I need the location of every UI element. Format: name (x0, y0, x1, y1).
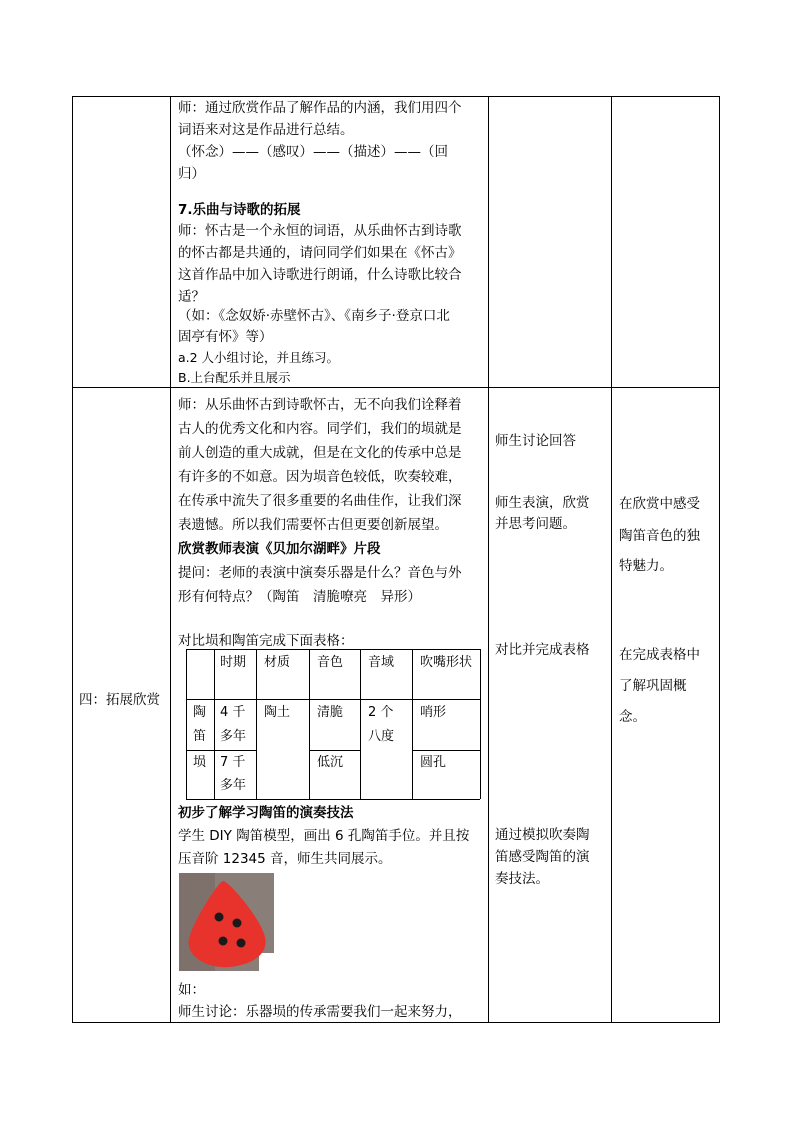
column-divider-1 (170, 96, 171, 1023)
intent-text: 在欣赏中感受 (619, 496, 700, 512)
activity-text: 奏技法。 (495, 871, 549, 887)
intent-text: 特魅力。 (619, 558, 673, 574)
text-line: 师生讨论：乐器埙的传承需要我们一起来努力， (178, 1004, 462, 1020)
table-header: 材质 (264, 655, 291, 670)
ocarina-model-drawing (179, 873, 274, 971)
section-7-title: 7.乐曲与诗歌的拓展 (178, 202, 301, 218)
text-line: 古人的优秀文化和内容。同学们，我们的埙就是 (178, 421, 462, 437)
text-line: （如：《念奴娇·赤壁怀古》、《南乡子·登京口北 (178, 308, 450, 324)
intent-text: 陶笛音色的独 (619, 528, 700, 544)
table-cell: 多年 (220, 778, 247, 793)
table-cell: 哨形 (420, 705, 447, 720)
table-cell: 陶 (193, 705, 207, 720)
text-line: 固亭有怀》等） (178, 329, 273, 345)
text-line: 学生 DIY 陶笛模型，画出 6 孔陶笛手位。并且按 (178, 828, 470, 844)
activity-text: 笛感受陶笛的演 (495, 849, 590, 865)
intent-text: 念。 (619, 709, 646, 725)
table-cell: 清脆 (317, 705, 344, 720)
text-line: 师：通过欣赏作品了解作品的内涵，我们用四个 (178, 100, 462, 116)
text-line: 这首作品中加入诗歌进行朗诵，什么诗歌比较合 (178, 267, 462, 283)
table-header: 音色 (317, 655, 344, 670)
text-line: 前人创造的重大成就，但是在文化的传承中总是 (178, 445, 462, 461)
performance-title: 欣赏教师表演《贝加尔湖畔》片段 (178, 541, 381, 557)
table-header: 吹嘴形状 (420, 655, 473, 670)
text-line: 压音阶 12345 音，师生共同展示。 (178, 851, 392, 867)
text-line: 词语来对这是作品进行总结。 (178, 122, 354, 138)
compare-intro: 对比埙和陶笛完成下面表格： (178, 633, 354, 649)
column-divider-2 (488, 96, 489, 1023)
table-cell: 7 千 (220, 755, 246, 770)
technique-title: 初步了解学习陶笛的演奏技法 (178, 805, 354, 821)
table-cell: 低沉 (317, 755, 344, 770)
activity-text: 对比并完成表格 (495, 642, 590, 658)
table-cell: 陶土 (264, 705, 291, 720)
table-cell: 2 个 (368, 705, 394, 720)
text-line: 形有何特点？（陶笛 清脆嘹亮 异形） (178, 589, 421, 605)
example-label: 如： (178, 982, 205, 998)
text-line: B.上台配乐并且展示 (178, 370, 291, 385)
text-line: 适？ (178, 289, 205, 305)
text-line: 的怀古都是共通的，请问同学们如果在《怀古》 (178, 245, 462, 261)
table-cell: 笛 (193, 729, 207, 744)
table-cell: 埙 (193, 755, 207, 770)
activity-text: 师生讨论回答 (495, 433, 576, 449)
activity-text: 通过模拟吹奏陶 (495, 827, 590, 843)
activity-text: 并思考问题。 (495, 516, 576, 532)
text-line: a.2 人小组讨论，并且练习。 (178, 350, 340, 365)
intent-text: 了解巩固概 (619, 678, 687, 694)
text-line: 归） (178, 166, 205, 182)
activity-text: 师生表演，欣赏 (495, 495, 590, 511)
text-line: 师：怀古是一个永恒的词语，从乐曲怀古到诗歌 (178, 223, 462, 239)
column-divider-3 (611, 96, 612, 1023)
text-line: 在传承中流失了很多重要的名曲佳作，让我们深 (178, 493, 462, 509)
ocarina-model-photo (179, 873, 274, 971)
table-border-left (72, 96, 73, 1023)
table-border-right (719, 96, 720, 1023)
lesson-plan-table (72, 96, 720, 1023)
row-4-label: 四：拓展欣赏 (79, 692, 160, 708)
intent-text: 在完成表格中 (619, 647, 700, 663)
text-line: 提问：老师的表演中演奏乐器是什么？音色与外 (178, 565, 462, 581)
comparison-table (186, 649, 480, 799)
text-line: （怀念）——（感叹）——（描述）——（回 (178, 144, 448, 160)
table-cell: 多年 (220, 729, 247, 744)
table-border-bottom (72, 1022, 720, 1023)
table-cell: 4 千 (220, 705, 246, 720)
row-divider (72, 387, 720, 388)
table-cell: 八度 (368, 729, 395, 744)
table-cell: 圆孔 (420, 755, 447, 770)
table-header: 时期 (220, 655, 247, 670)
table-border-top (72, 96, 720, 97)
text-line: 表遗憾。所以我们需要怀古但更要创新展望。 (178, 517, 448, 533)
table-header: 音域 (368, 655, 395, 670)
text-line: 师：从乐曲怀古到诗歌怀古，无不向我们诠释着 (178, 397, 462, 413)
text-line: 有许多的不如意。因为埙音色较低，吹奏较难， (178, 469, 462, 485)
